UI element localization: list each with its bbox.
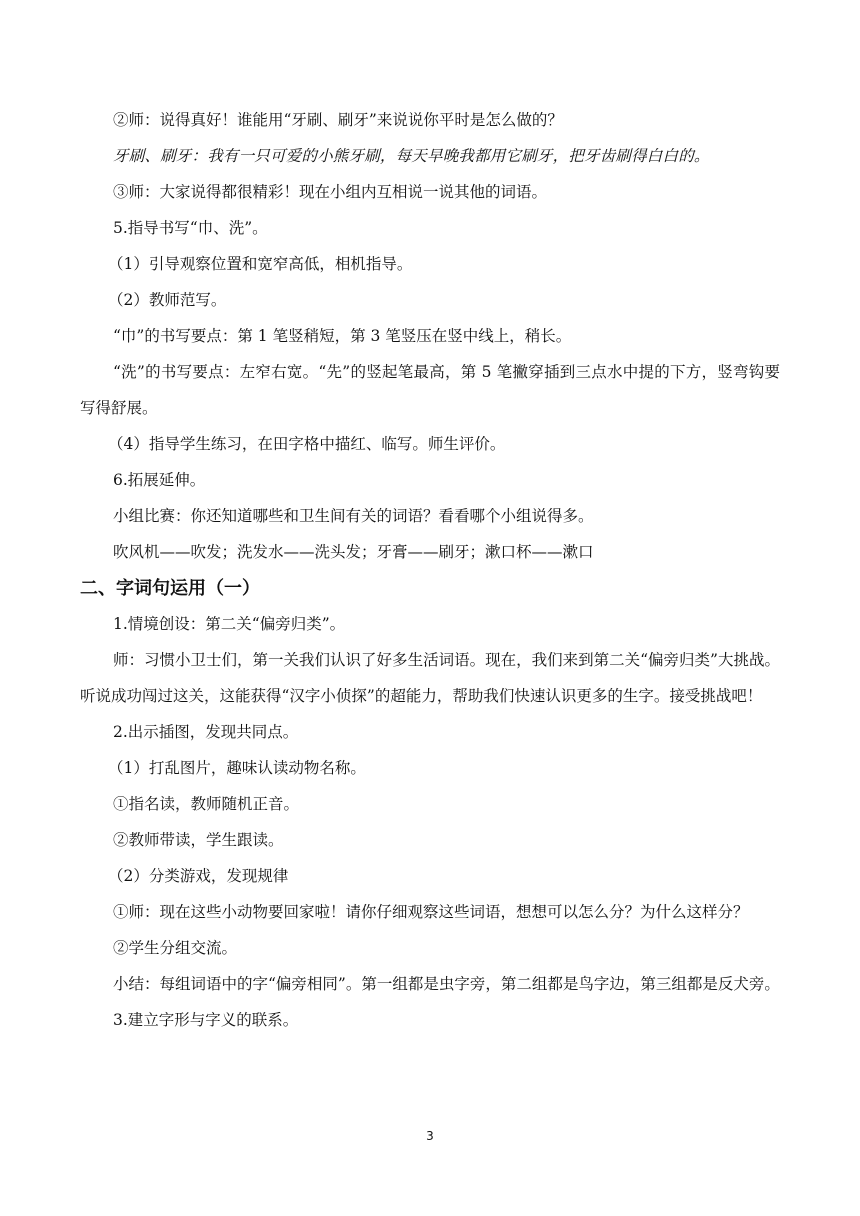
step-heading: 1.情境创设：第二关“偏旁归类”。 [113,615,346,633]
example-sentence: 牙刷、刷牙：我有一只可爱的小熊牙刷，每天早晚我都用它刷牙，把牙齿刷得白白的。 [113,147,710,165]
paragraph: ①师：现在这些小动物要回家啦！请你仔细观察这些词语，想想可以怎么分？为什么这样分？ [113,903,749,921]
text-line: ②教师带读，学生跟读。 [113,831,284,849]
text-line: （1）打乱图片，趣味认读动物名称。 [108,759,366,777]
section-heading: 二、字词句运用（一） [80,578,260,599]
text-line: （4）指导学生练习，在田字格中描红、临写。师生评价。 [108,435,506,453]
step-heading: 5.指导书写“巾、洗”。 [113,219,268,237]
text-line: ②学生分组交流。 [113,939,238,957]
text-line: ③师：大家说得都很精彩！现在小组内互相说一说其他的词语。 [113,183,548,201]
paragraph: 小结：每组词语中的字“偏旁相同”。第一组都是虫字旁，第二组都是鸟字边，第三组都是反犬旁。 [113,975,780,993]
page-content [80,110,780,1046]
text-line: （2）教师范写。 [108,291,227,309]
text-line: 小组比赛：你还知道哪些和卫生间有关的词语？看看哪个小组说得多。 [113,507,594,525]
page-number: 3 [426,1129,434,1143]
text-line: （2）分类游戏，发现规律 [108,867,289,885]
text-line: ①指名读，教师随机正音。 [113,795,300,813]
text-line: （1）引导观察位置和宽窄高低，相机指导。 [108,255,413,273]
paragraph: “洗”的书写要点：左窄右宽。“先”的竖起笔最高，第 5 笔撇穿插到三点水中提的下方，竖弯钩要写得舒展。 [80,363,780,417]
paragraph: 师：习惯小卫士们，第一关我们认识了好多生活词语。现在，我们来到第二关“偏旁归类”大挑战。听说成功闯过这关，这能获得“汉字小侦探”的超能力，帮助我们快速认识更多的生字。接受挑战吧！ [80,651,780,705]
text-line: 吹风机——吹发；洗发水——洗头发；牙膏——刷牙；漱口杯——漱口 [113,543,594,561]
text-line: “巾”的书写要点：第 1 笔竖稍短，第 3 笔竖压在竖中线上，稍长。 [113,327,572,345]
text-line: ②师：说得真好！谁能用“牙刷、刷牙”来说说你平时是怎么做的？ [113,111,563,129]
step-heading: 2.出示插图，发现共同点。 [113,723,299,741]
step-heading: 6.拓展延伸。 [113,471,206,489]
step-heading: 3.建立字形与字义的联系。 [113,1011,299,1029]
